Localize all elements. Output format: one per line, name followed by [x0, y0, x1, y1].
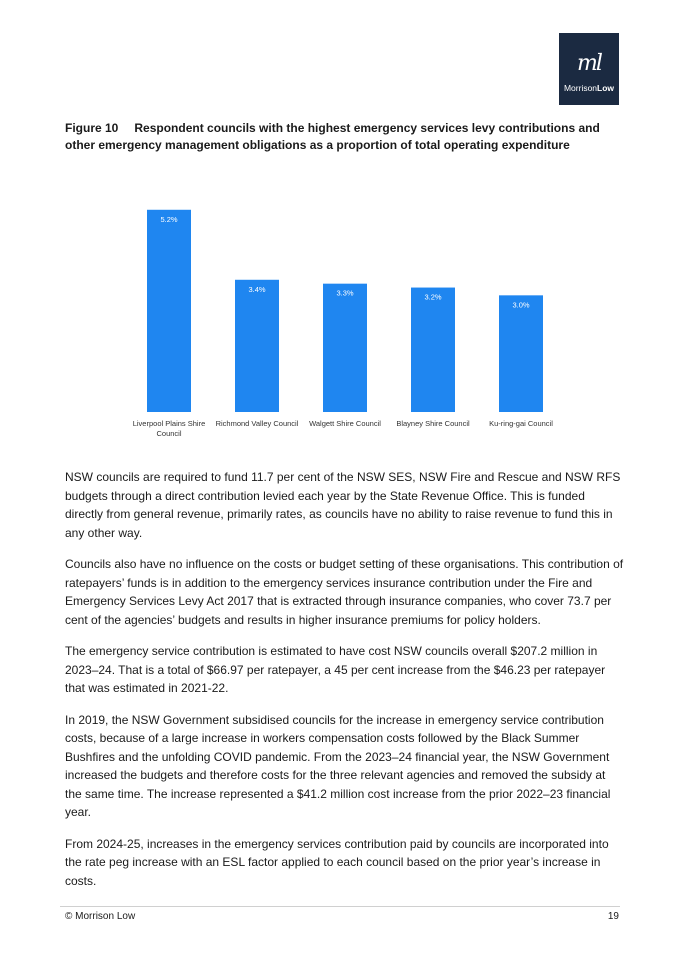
- paragraph: The emergency service contribution is estimated to have cost NSW councils overall $207.2 million in 2023–24. That is a total of $66.97 per ratepayer, a 45 per cent increase from the $46.23 per ratepayer that was estimated in 2021-22.: [65, 644, 606, 695]
- paragraph: Councils also have no influence on the costs or budget setting of these organisations. This contribution of ratepayers’ funds is in addition to the emergency services insurance contribution under the Fire and Emergency Services Levy Act 2017 that is extracted through insurance companies, who cover 73.7 per cent of the agencies’ budgets and results in higher insurance premiums for policy holders.: [65, 557, 624, 627]
- bar-3: [411, 288, 455, 412]
- footer-copyright: © Morrison Low: [65, 911, 136, 922]
- category-label-4: Ku-ring-gai Council: [489, 419, 553, 428]
- figure-number: Figure 10: [65, 121, 119, 135]
- paragraph: From 2024-25, increases in the emergency services contribution paid by councils are incorporated into the rate peg increase with an ESL factor applied to each council based on the prior year’s increase in costs.: [65, 836, 609, 888]
- paragraph: NSW councils are required to fund 11.7 per cent of the NSW SES, NSW Fire and Rescue and NSW RFS budgets through a direct contribution levied each year by the State Revenue Office. This is funded directly from general revenue, primarily rates, as councils have no ability to raise revenue to fund this in any other way.: [65, 470, 621, 540]
- footer-divider: [60, 906, 620, 907]
- bar-4: [499, 295, 543, 412]
- figure-title: Respondent councils with the highest emergency services levy contributions and other emergency management obligations as a proportion of total operating expenditure: [65, 121, 600, 152]
- paragraph: In 2019, the NSW Government subsidised councils for the increase in emergency service contribution costs, because of a large increase in workers compensation costs followed by the Black Summer Bushfires and the unfolding COVID pandemic. From the 2023–24 financial year, the NSW Government increased the budgets and therefore costs for the three relevant agencies and removed the subsidy at the same time. The increase represented a $41.2 million cost increase from the prior 2022–23 financial year.: [65, 712, 611, 819]
- data-label-4: 3.0%: [512, 300, 530, 310]
- logo-mark: ml: [577, 51, 601, 76]
- category-label-0: Liverpool Plains Shire Council: [132, 419, 206, 438]
- bar-1: [235, 280, 279, 412]
- body-text: [65, 468, 625, 903]
- figure-caption: [65, 120, 620, 154]
- data-label-0: 5.2%: [160, 214, 178, 224]
- category-label-2: Walgett Shire Council: [309, 419, 381, 428]
- data-label-1: 3.4%: [248, 284, 266, 294]
- page-number: 19: [607, 911, 619, 922]
- category-label-3: Blayney Shire Council: [396, 419, 470, 428]
- data-label-2: 3.3%: [336, 288, 354, 298]
- bar-2: [323, 284, 367, 412]
- data-label-3: 3.2%: [424, 292, 442, 302]
- category-label-1: Richmond Valley Council: [215, 419, 299, 428]
- morrison-low-logo: [559, 33, 619, 105]
- bar-0: [147, 210, 191, 412]
- bar-chart: [125, 190, 575, 450]
- logo-wordmark: MorrisonLow: [563, 83, 615, 93]
